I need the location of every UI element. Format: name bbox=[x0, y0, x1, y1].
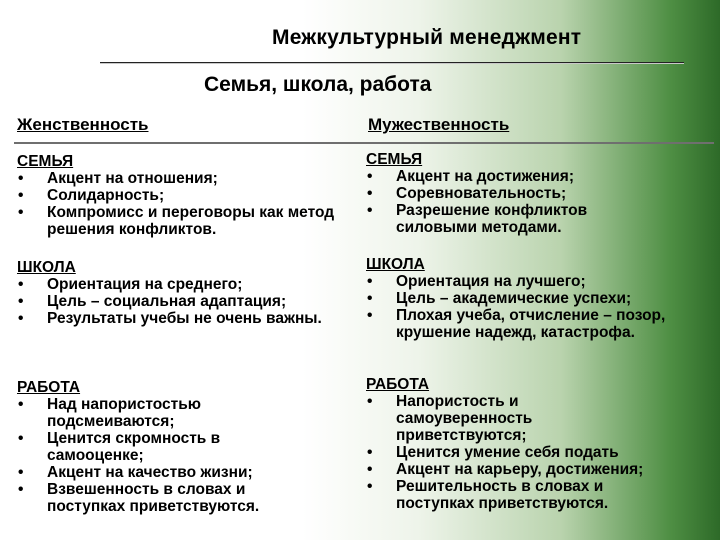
list-item: • Разрешение конфликтов силовыми методами. bbox=[366, 202, 666, 236]
list-item: • Ориентация на лучшего; bbox=[366, 273, 684, 290]
list-item: • Солидарность; bbox=[17, 187, 352, 204]
section-title: СЕМЬЯ bbox=[17, 153, 74, 170]
list-item: • Ценится скромность в самооценке; bbox=[17, 430, 317, 464]
list-item: • Напористость и самоуверенность приветствуются; bbox=[366, 393, 561, 444]
list-item: • Цель – социальная адаптация; bbox=[17, 293, 347, 310]
section-work-femininity bbox=[17, 379, 317, 515]
section-school-masculinity bbox=[366, 256, 684, 341]
section-title: РАБОТА bbox=[366, 376, 430, 393]
list-item: • Акцент на достижения; bbox=[366, 168, 666, 185]
slide-title: Межкультурный менеджмент bbox=[272, 26, 582, 49]
list-item: • Над напористостью подсмеиваются; bbox=[17, 396, 317, 430]
section-title: ШКОЛА bbox=[17, 259, 76, 276]
section-family-femininity bbox=[17, 153, 352, 238]
list-item: • Ценится умение себя подать bbox=[366, 444, 696, 461]
slide-subtitle: Семья, школа, работа bbox=[204, 73, 432, 96]
list-item: • Взвешенность в словах и поступках приветствуются. bbox=[17, 481, 317, 515]
section-family-masculinity bbox=[366, 151, 666, 236]
list-item: • Цель – академические успехи; bbox=[366, 290, 684, 307]
column-heading-masculinity: Мужественность bbox=[368, 115, 510, 134]
list-item: • Плохая учеба, отчисление – позор, крушение надежд, катастрофа. bbox=[366, 307, 684, 341]
section-title: РАБОТА bbox=[17, 379, 81, 396]
list-item: • Решительность в словах и поступках приветствуются. bbox=[366, 478, 666, 512]
list-item: • Ориентация на среднего; bbox=[17, 276, 347, 293]
list-item: • Акцент на карьеру, достижения; bbox=[366, 461, 696, 478]
section-title: ШКОЛА bbox=[366, 256, 425, 273]
column-heading-femininity: Женственность bbox=[17, 115, 149, 134]
section-title: СЕМЬЯ bbox=[366, 151, 423, 168]
list-item: • Акцент на отношения; bbox=[17, 170, 352, 187]
section-work-masculinity bbox=[366, 376, 696, 512]
list-item: • Акцент на качество жизни; bbox=[17, 464, 317, 481]
list-item: • Соревновательность; bbox=[366, 185, 666, 202]
header-divider bbox=[14, 142, 714, 144]
section-school-femininity bbox=[17, 259, 347, 327]
title-divider bbox=[100, 62, 684, 64]
list-item: • Результаты учебы не очень важны. bbox=[17, 310, 347, 327]
list-item: • Компромисс и переговоры как метод решения конфликтов. bbox=[17, 204, 352, 238]
